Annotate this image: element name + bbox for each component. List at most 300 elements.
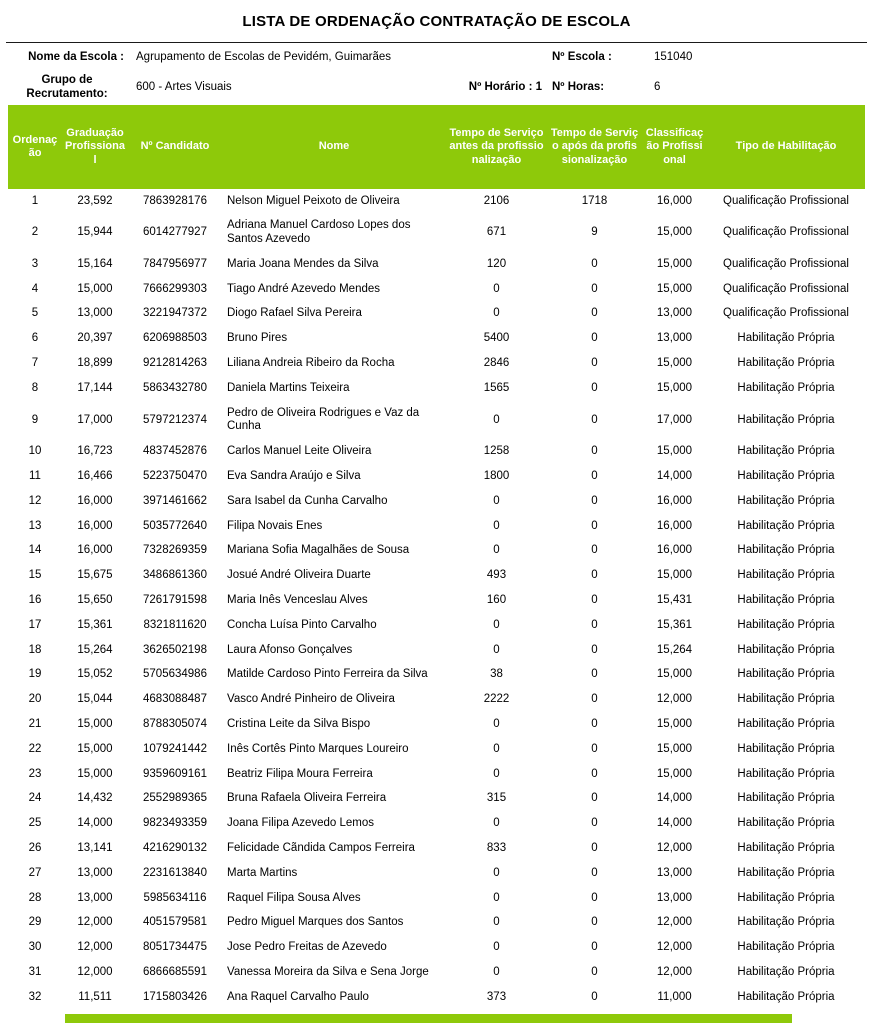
ordenacao-cell: 20 <box>8 688 62 713</box>
tempo-servico-antes-cell: 2846 <box>446 352 547 377</box>
table-row <box>8 489 865 514</box>
num-candidato-cell: 6866685591 <box>128 961 222 986</box>
column-header-num-candidato: Nº Candidato <box>128 105 222 189</box>
ordenacao-cell: 17 <box>8 613 62 638</box>
tempo-servico-antes-cell: 1565 <box>446 376 547 401</box>
classificacao-profissional-cell: 15,000 <box>642 762 707 787</box>
table-row <box>8 861 865 886</box>
tempo-servico-antes-cell: 0 <box>446 514 547 539</box>
classificacao-profissional-cell: 15,000 <box>642 214 707 253</box>
graduacao-profissional-cell: 17,144 <box>62 376 128 401</box>
num-candidato-cell: 6014277927 <box>128 214 222 253</box>
table-row <box>8 613 865 638</box>
tempo-servico-antes-cell: 0 <box>446 539 547 564</box>
tipo-habilitacao-cell: Habilitação Própria <box>707 737 865 762</box>
tempo-servico-antes-cell: 315 <box>446 787 547 812</box>
num-candidato-cell: 4216290132 <box>128 837 222 862</box>
num-candidato-cell: 5705634986 <box>128 663 222 688</box>
table-row <box>8 564 865 589</box>
candidate-table-body <box>8 189 865 1010</box>
tipo-habilitacao-cell: Habilitação Própria <box>707 352 865 377</box>
tempo-servico-apos-cell: 0 <box>547 713 642 738</box>
tipo-habilitacao-cell: Habilitação Própria <box>707 837 865 862</box>
ordenacao-cell: 21 <box>8 713 62 738</box>
classificacao-profissional-cell: 12,000 <box>642 936 707 961</box>
ordenacao-cell: 7 <box>8 352 62 377</box>
graduacao-profissional-cell: 14,432 <box>62 787 128 812</box>
column-header-nome: Nome <box>222 105 446 189</box>
graduacao-profissional-cell: 13,000 <box>62 861 128 886</box>
table-row <box>8 539 865 564</box>
tipo-habilitacao-cell: Habilitação Própria <box>707 401 865 440</box>
nome-cell: Maria Joana Mendes da Silva <box>222 252 446 277</box>
graduacao-profissional-cell: 12,000 <box>62 911 128 936</box>
tipo-habilitacao-cell: Habilitação Própria <box>707 985 865 1010</box>
tempo-servico-apos-cell: 0 <box>547 911 642 936</box>
tipo-habilitacao-cell: Habilitação Própria <box>707 911 865 936</box>
classificacao-profissional-cell: 12,000 <box>642 837 707 862</box>
school-info-block <box>6 43 867 103</box>
classificacao-profissional-cell: 15,000 <box>642 440 707 465</box>
graduacao-profissional-cell: 15,044 <box>62 688 128 713</box>
tipo-habilitacao-cell: Habilitação Própria <box>707 589 865 614</box>
nome-cell: Filipa Novais Enes <box>222 514 446 539</box>
classificacao-profissional-cell: 15,000 <box>642 737 707 762</box>
column-header-classificacao-profissional: Classificação Profissional <box>642 105 707 189</box>
nome-cell: Jose Pedro Freitas de Azevedo <box>222 936 446 961</box>
nome-cell: Maria Inês Venceslau Alves <box>222 589 446 614</box>
tempo-servico-apos-cell: 0 <box>547 514 642 539</box>
school-name-label: Nome da Escola : <box>28 51 124 64</box>
num-candidato-cell: 8051734475 <box>128 936 222 961</box>
tempo-servico-antes-cell: 0 <box>446 613 547 638</box>
graduacao-profissional-cell: 15,000 <box>62 277 128 302</box>
num-candidato-cell: 1079241442 <box>128 737 222 762</box>
tempo-servico-apos-cell: 0 <box>547 302 642 327</box>
ordenacao-cell: 24 <box>8 787 62 812</box>
tipo-habilitacao-cell: Qualificação Profissional <box>707 214 865 253</box>
classificacao-profissional-cell: 16,000 <box>642 189 707 214</box>
num-candidato-cell: 7666299303 <box>128 277 222 302</box>
ordenacao-cell: 27 <box>8 861 62 886</box>
num-candidato-cell: 4683088487 <box>128 688 222 713</box>
table-row <box>8 886 865 911</box>
graduacao-profissional-cell: 11,511 <box>62 985 128 1010</box>
num-candidato-cell: 8321811620 <box>128 613 222 638</box>
graduacao-profissional-cell: 15,650 <box>62 589 128 614</box>
tipo-habilitacao-cell: Habilitação Própria <box>707 713 865 738</box>
table-row <box>8 401 865 440</box>
table-row <box>8 352 865 377</box>
ordenacao-cell: 26 <box>8 837 62 862</box>
hours-label: Nº Horas: <box>552 81 605 94</box>
classificacao-profissional-cell: 15,000 <box>642 252 707 277</box>
ordenacao-cell: 4 <box>8 277 62 302</box>
ordenacao-cell: 6 <box>8 327 62 352</box>
school-number-label: Nº Escola : <box>552 51 612 64</box>
classificacao-profissional-cell: 12,000 <box>642 688 707 713</box>
tempo-servico-apos-cell: 0 <box>547 886 642 911</box>
tempo-servico-antes-cell: 0 <box>446 762 547 787</box>
table-row <box>8 812 865 837</box>
num-candidato-cell: 9823493359 <box>128 812 222 837</box>
nome-cell: Adriana Manuel Cardoso Lopes dos Santos Azevedo <box>222 214 446 253</box>
ordenacao-cell: 31 <box>8 961 62 986</box>
graduacao-profissional-cell: 15,000 <box>62 762 128 787</box>
classificacao-profissional-cell: 14,000 <box>642 787 707 812</box>
graduacao-profissional-cell: 16,000 <box>62 489 128 514</box>
tipo-habilitacao-cell: Habilitação Própria <box>707 961 865 986</box>
tipo-habilitacao-cell: Habilitação Própria <box>707 688 865 713</box>
nome-cell: Pedro de Oliveira Rodrigues e Vaz da Cunha <box>222 401 446 440</box>
tempo-servico-antes-cell: 120 <box>446 252 547 277</box>
tempo-servico-apos-cell: 9 <box>547 214 642 253</box>
tempo-servico-apos-cell: 0 <box>547 489 642 514</box>
tempo-servico-apos-cell: 0 <box>547 277 642 302</box>
graduacao-profissional-cell: 15,264 <box>62 638 128 663</box>
tipo-habilitacao-cell: Habilitação Própria <box>707 936 865 961</box>
table-row <box>8 936 865 961</box>
graduacao-profissional-cell: 13,000 <box>62 886 128 911</box>
nome-cell: Marta Martins <box>222 861 446 886</box>
graduacao-profissional-cell: 23,592 <box>62 189 128 214</box>
tempo-servico-antes-cell: 0 <box>446 812 547 837</box>
tempo-servico-apos-cell: 0 <box>547 787 642 812</box>
ordenacao-cell: 28 <box>8 886 62 911</box>
ordenacao-cell: 9 <box>8 401 62 440</box>
tipo-habilitacao-cell: Habilitação Própria <box>707 514 865 539</box>
ordenacao-cell: 18 <box>8 638 62 663</box>
ordenacao-cell: 11 <box>8 465 62 490</box>
nome-cell: Josué André Oliveira Duarte <box>222 564 446 589</box>
ordenacao-cell: 25 <box>8 812 62 837</box>
nome-cell: Ana Raquel Carvalho Paulo <box>222 985 446 1010</box>
ordenacao-cell: 8 <box>8 376 62 401</box>
nome-cell: Felicidade Cãndida Campos Ferreira <box>222 837 446 862</box>
tempo-servico-apos-cell: 0 <box>547 589 642 614</box>
tempo-servico-apos-cell: 0 <box>547 663 642 688</box>
classificacao-profissional-cell: 13,000 <box>642 886 707 911</box>
column-header-tipo-habilitacao: Tipo de Habilitação <box>707 105 865 189</box>
tempo-servico-antes-cell: 373 <box>446 985 547 1010</box>
tipo-habilitacao-cell: Qualificação Profissional <box>707 277 865 302</box>
tempo-servico-apos-cell: 0 <box>547 440 642 465</box>
num-candidato-cell: 5797212374 <box>128 401 222 440</box>
nome-cell: Vasco André Pinheiro de Oliveira <box>222 688 446 713</box>
tipo-habilitacao-cell: Habilitação Própria <box>707 564 865 589</box>
nome-cell: Vanessa Moreira da Silva e Sena Jorge <box>222 961 446 986</box>
graduacao-profissional-cell: 20,397 <box>62 327 128 352</box>
classificacao-profissional-cell: 16,000 <box>642 489 707 514</box>
classificacao-profissional-cell: 15,000 <box>642 663 707 688</box>
graduacao-profissional-cell: 15,944 <box>62 214 128 253</box>
school-name-value: Agrupamento de Escolas de Pevidém, Guimarães <box>136 51 392 64</box>
tempo-servico-antes-cell: 1800 <box>446 465 547 490</box>
recruitment-group-value: 600 - Artes Visuais <box>136 81 232 94</box>
column-header-tempo-servico-apos: Tempo de Serviço após da profissionalização <box>547 105 642 189</box>
num-candidato-cell: 2231613840 <box>128 861 222 886</box>
nome-cell: Mariana Sofia Magalhães de Sousa <box>222 539 446 564</box>
nome-cell: Eva Sandra Araújo e Silva <box>222 465 446 490</box>
table-row <box>8 663 865 688</box>
nome-cell: Liliana Andreia Ribeiro da Rocha <box>222 352 446 377</box>
tipo-habilitacao-cell: Habilitação Própria <box>707 376 865 401</box>
table-row <box>8 376 865 401</box>
classificacao-profissional-cell: 16,000 <box>642 539 707 564</box>
num-candidato-cell: 5223750470 <box>128 465 222 490</box>
tempo-servico-apos-cell: 0 <box>547 327 642 352</box>
nome-cell: Matilde Cardoso Pinto Ferreira da Silva <box>222 663 446 688</box>
table-row <box>8 688 865 713</box>
nome-cell: Laura Afonso Gonçalves <box>222 638 446 663</box>
nome-cell: Sara Isabel da Cunha Carvalho <box>222 489 446 514</box>
num-candidato-cell: 1715803426 <box>128 985 222 1010</box>
ordenacao-cell: 15 <box>8 564 62 589</box>
classificacao-profissional-cell: 13,000 <box>642 861 707 886</box>
tempo-servico-antes-cell: 0 <box>446 936 547 961</box>
table-row <box>8 189 865 214</box>
school-number-value: 151040 <box>654 51 693 64</box>
tempo-servico-apos-cell: 0 <box>547 252 642 277</box>
table-row <box>8 302 865 327</box>
graduacao-profissional-cell: 13,141 <box>62 837 128 862</box>
tipo-habilitacao-cell: Qualificação Profissional <box>707 252 865 277</box>
tipo-habilitacao-cell: Qualificação Profissional <box>707 302 865 327</box>
classificacao-profissional-cell: 15,000 <box>642 376 707 401</box>
tipo-habilitacao-cell: Habilitação Própria <box>707 663 865 688</box>
ordenacao-cell: 2 <box>8 214 62 253</box>
ordenacao-cell: 12 <box>8 489 62 514</box>
num-candidato-cell: 4051579581 <box>128 911 222 936</box>
tempo-servico-apos-cell: 1718 <box>547 189 642 214</box>
tempo-servico-apos-cell: 0 <box>547 352 642 377</box>
tempo-servico-apos-cell: 0 <box>547 539 642 564</box>
nome-cell: Pedro Miguel Marques dos Santos <box>222 911 446 936</box>
num-candidato-cell: 6206988503 <box>128 327 222 352</box>
tempo-servico-antes-cell: 0 <box>446 489 547 514</box>
graduacao-profissional-cell: 17,000 <box>62 401 128 440</box>
num-candidato-cell: 4837452876 <box>128 440 222 465</box>
classificacao-profissional-cell: 14,000 <box>642 465 707 490</box>
ordenacao-cell: 22 <box>8 737 62 762</box>
nome-cell: Joana Filipa Azevedo Lemos <box>222 812 446 837</box>
tempo-servico-antes-cell: 0 <box>446 713 547 738</box>
graduacao-profissional-cell: 16,466 <box>62 465 128 490</box>
table-row <box>8 277 865 302</box>
tempo-servico-apos-cell: 0 <box>547 688 642 713</box>
nome-cell: Concha Luísa Pinto Carvalho <box>222 613 446 638</box>
tempo-servico-antes-cell: 5400 <box>446 327 547 352</box>
classificacao-profissional-cell: 11,000 <box>642 985 707 1010</box>
tempo-servico-antes-cell: 38 <box>446 663 547 688</box>
tempo-servico-antes-cell: 2106 <box>446 189 547 214</box>
tempo-servico-antes-cell: 0 <box>446 911 547 936</box>
info-spacer <box>448 43 548 73</box>
table-header <box>8 105 865 189</box>
tipo-habilitacao-cell: Habilitação Própria <box>707 613 865 638</box>
tipo-habilitacao-cell: Habilitação Própria <box>707 787 865 812</box>
classificacao-profissional-cell: 15,431 <box>642 589 707 614</box>
num-candidato-cell: 5863432780 <box>128 376 222 401</box>
tempo-servico-apos-cell: 0 <box>547 737 642 762</box>
classificacao-profissional-cell: 17,000 <box>642 401 707 440</box>
graduacao-profissional-cell: 15,675 <box>62 564 128 589</box>
tipo-habilitacao-cell: Habilitação Própria <box>707 812 865 837</box>
nome-cell: Tiago André Azevedo Mendes <box>222 277 446 302</box>
nome-cell: Nelson Miguel Peixoto de Oliveira <box>222 189 446 214</box>
tempo-servico-antes-cell: 0 <box>446 277 547 302</box>
tempo-servico-antes-cell: 0 <box>446 638 547 663</box>
tipo-habilitacao-cell: Habilitação Própria <box>707 638 865 663</box>
tipo-habilitacao-cell: Habilitação Própria <box>707 465 865 490</box>
graduacao-profissional-cell: 13,000 <box>62 302 128 327</box>
graduacao-profissional-cell: 12,000 <box>62 961 128 986</box>
num-candidato-cell: 3221947372 <box>128 302 222 327</box>
table-row <box>8 252 865 277</box>
num-candidato-cell: 5985634116 <box>128 886 222 911</box>
classificacao-profissional-cell: 15,264 <box>642 638 707 663</box>
ordenacao-cell: 29 <box>8 911 62 936</box>
nome-cell: Diogo Rafael Silva Pereira <box>222 302 446 327</box>
table-row <box>8 465 865 490</box>
candidate-ranking-table <box>8 105 865 1010</box>
table-header-row <box>8 105 865 189</box>
graduacao-profissional-cell: 15,052 <box>62 663 128 688</box>
table-row <box>8 837 865 862</box>
tempo-servico-antes-cell: 0 <box>446 861 547 886</box>
table-row <box>8 440 865 465</box>
ordenacao-cell: 32 <box>8 985 62 1010</box>
tempo-servico-antes-cell: 0 <box>446 737 547 762</box>
nome-cell: Carlos Manuel Leite Oliveira <box>222 440 446 465</box>
table-row <box>8 911 865 936</box>
num-candidato-cell: 9212814263 <box>128 352 222 377</box>
graduacao-profissional-cell: 18,899 <box>62 352 128 377</box>
table-row <box>8 214 865 253</box>
page-title: LISTA DE ORDENAÇÃO CONTRATAÇÃO DE ESCOLA <box>242 13 631 30</box>
num-candidato-cell: 7261791598 <box>128 589 222 614</box>
table-row <box>8 638 865 663</box>
classificacao-profissional-cell: 14,000 <box>642 812 707 837</box>
tempo-servico-apos-cell: 0 <box>547 638 642 663</box>
nome-cell: Daniela Martins Teixeira <box>222 376 446 401</box>
table-row <box>8 514 865 539</box>
num-candidato-cell: 7847956977 <box>128 252 222 277</box>
ordenacao-cell: 10 <box>8 440 62 465</box>
classificacao-profissional-cell: 13,000 <box>642 302 707 327</box>
tipo-habilitacao-cell: Qualificação Profissional <box>707 189 865 214</box>
tempo-servico-antes-cell: 160 <box>446 589 547 614</box>
graduacao-profissional-cell: 15,164 <box>62 252 128 277</box>
tipo-habilitacao-cell: Habilitação Própria <box>707 886 865 911</box>
graduacao-profissional-cell: 16,000 <box>62 514 128 539</box>
ordenacao-cell: 5 <box>8 302 62 327</box>
nome-cell: Bruno Pires <box>222 327 446 352</box>
table-row <box>8 327 865 352</box>
ordenacao-cell: 3 <box>8 252 62 277</box>
graduacao-profissional-cell: 15,000 <box>62 737 128 762</box>
classificacao-profissional-cell: 13,000 <box>642 327 707 352</box>
num-candidato-cell: 2552989365 <box>128 787 222 812</box>
tempo-servico-apos-cell: 0 <box>547 465 642 490</box>
num-candidato-cell: 3486861360 <box>128 564 222 589</box>
next-table-header-partial <box>65 1014 792 1023</box>
ordenacao-cell: 1 <box>8 189 62 214</box>
tempo-servico-antes-cell: 0 <box>446 961 547 986</box>
tempo-servico-apos-cell: 0 <box>547 985 642 1010</box>
graduacao-profissional-cell: 16,723 <box>62 440 128 465</box>
tempo-servico-apos-cell: 0 <box>547 564 642 589</box>
table-row <box>8 787 865 812</box>
num-candidato-cell: 8788305074 <box>128 713 222 738</box>
tipo-habilitacao-cell: Habilitação Própria <box>707 489 865 514</box>
tipo-habilitacao-cell: Habilitação Própria <box>707 539 865 564</box>
column-header-ordenacao: Ordenação <box>8 105 62 189</box>
classificacao-profissional-cell: 15,000 <box>642 564 707 589</box>
tempo-servico-apos-cell: 0 <box>547 812 642 837</box>
classificacao-profissional-cell: 15,000 <box>642 277 707 302</box>
nome-cell: Raquel Filipa Sousa Alves <box>222 886 446 911</box>
num-candidato-cell: 5035772640 <box>128 514 222 539</box>
recruitment-group-label: Grupo de Recrutamento: <box>26 74 108 100</box>
table-row <box>8 762 865 787</box>
ordenacao-cell: 23 <box>8 762 62 787</box>
tempo-servico-antes-cell: 833 <box>446 837 547 862</box>
tempo-servico-apos-cell: 0 <box>547 401 642 440</box>
tipo-habilitacao-cell: Habilitação Própria <box>707 762 865 787</box>
tempo-servico-apos-cell: 0 <box>547 762 642 787</box>
tempo-servico-apos-cell: 0 <box>547 837 642 862</box>
column-header-tempo-servico-antes: Tempo de Serviço antes da profissionalização <box>446 105 547 189</box>
column-header-graduacao-profissional: Graduação Profissional <box>62 105 128 189</box>
ordenacao-cell: 13 <box>8 514 62 539</box>
tempo-servico-antes-cell: 0 <box>446 886 547 911</box>
ordenacao-cell: 19 <box>8 663 62 688</box>
tempo-servico-apos-cell: 0 <box>547 936 642 961</box>
tipo-habilitacao-cell: Habilitação Própria <box>707 861 865 886</box>
graduacao-profissional-cell: 12,000 <box>62 936 128 961</box>
tempo-servico-antes-cell: 2222 <box>446 688 547 713</box>
classificacao-profissional-cell: 15,000 <box>642 713 707 738</box>
tempo-servico-apos-cell: 0 <box>547 376 642 401</box>
num-candidato-cell: 9359609161 <box>128 762 222 787</box>
graduacao-profissional-cell: 15,000 <box>62 713 128 738</box>
tempo-servico-apos-cell: 0 <box>547 961 642 986</box>
table-row <box>8 589 865 614</box>
tipo-habilitacao-cell: Habilitação Própria <box>707 327 865 352</box>
tempo-servico-antes-cell: 1258 <box>446 440 547 465</box>
num-candidato-cell: 3626502198 <box>128 638 222 663</box>
classificacao-profissional-cell: 16,000 <box>642 514 707 539</box>
hours-value: 6 <box>654 81 661 94</box>
graduacao-profissional-cell: 14,000 <box>62 812 128 837</box>
nome-cell: Bruna Rafaela Oliveira Ferreira <box>222 787 446 812</box>
table-row <box>8 961 865 986</box>
graduacao-profissional-cell: 16,000 <box>62 539 128 564</box>
num-candidato-cell: 7863928176 <box>128 189 222 214</box>
schedule-number-label: Nº Horário : 1 <box>468 81 542 94</box>
ordenacao-cell: 14 <box>8 539 62 564</box>
tempo-servico-antes-cell: 0 <box>446 401 547 440</box>
table-row <box>8 713 865 738</box>
tempo-servico-antes-cell: 493 <box>446 564 547 589</box>
nome-cell: Cristina Leite da Silva Bispo <box>222 713 446 738</box>
num-candidato-cell: 7328269359 <box>128 539 222 564</box>
classificacao-profissional-cell: 12,000 <box>642 911 707 936</box>
tipo-habilitacao-cell: Habilitação Própria <box>707 440 865 465</box>
table-row <box>8 737 865 762</box>
classificacao-profissional-cell: 15,361 <box>642 613 707 638</box>
